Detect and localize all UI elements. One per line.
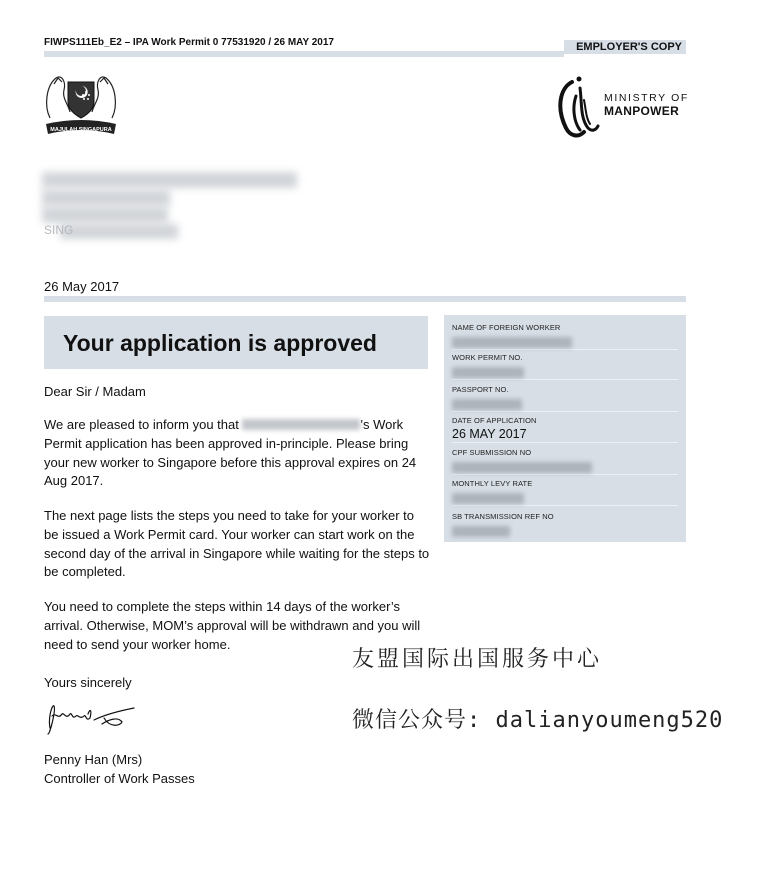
letter-date: 26 May 2017	[44, 279, 120, 294]
redacted-worker-name	[242, 419, 360, 430]
mom-text-line1: MINISTRY OF	[604, 92, 689, 104]
redacted-address-line2	[42, 190, 170, 206]
redacted-address-line4	[60, 224, 178, 239]
field-label: WORK PERMIT NO.	[452, 353, 523, 362]
mom-text-line2: MANPOWER	[604, 104, 680, 118]
field-worker-name	[452, 323, 678, 350]
field-work-permit-no	[452, 353, 678, 380]
field-value: 26 MAY 2017	[452, 427, 527, 441]
field-label: PASSPORT NO.	[452, 385, 509, 394]
field-value-redacted	[452, 523, 678, 538]
signature-image	[44, 698, 144, 738]
field-passport-no	[452, 385, 678, 412]
header-rule	[44, 51, 564, 57]
field-sb-transmission-ref	[452, 512, 678, 538]
paragraph-1	[44, 416, 430, 491]
approval-banner	[44, 316, 428, 369]
singapore-crest-logo	[42, 68, 120, 138]
field-label: NAME OF FOREIGN WORKER	[452, 323, 561, 332]
field-value-redacted	[452, 396, 678, 411]
employer-copy-label: EMPLOYER'S COPY	[564, 40, 686, 54]
field-label: MONTHLY LEVY RATE	[452, 479, 533, 488]
paragraph-1-name-suffix: 's Work	[360, 417, 404, 432]
document-reference: FIWPS111Eb_E2 – IPA Work Permit 0 77531920 / 26 MAY 2017	[44, 37, 334, 48]
salutation: Dear Sir / Madam	[44, 384, 146, 399]
field-value-redacted	[452, 459, 678, 474]
field-label: CPF SUBMISSION NO	[452, 448, 532, 457]
approval-title: Your application is approved	[63, 330, 377, 356]
watermark-line1: 友盟国际出国服务中心	[352, 647, 603, 672]
address-partial-text: SING	[44, 223, 74, 237]
redacted-address-line3	[42, 207, 168, 223]
field-value-redacted	[452, 334, 678, 349]
signatory-name: Penny Han (Mrs)	[44, 752, 143, 767]
paragraph-1-rest: Permit application has been approved in-principle. Please bring your new worker to Singapore before this approval expires on 24 Aug 2017.	[44, 435, 417, 489]
field-monthly-levy-rate	[452, 479, 678, 506]
paragraph-3: You need to complete the steps within 14 days of the worker’s arrival. Otherwise, MOM’s approval will be withdrawn and you will need to send your worker home.	[44, 599, 421, 652]
application-details-box	[444, 315, 686, 542]
field-cpf-submission-no	[452, 448, 678, 475]
section-rule	[44, 296, 686, 302]
signatory-title: Controller of Work Passes	[44, 771, 195, 786]
field-value-redacted	[452, 490, 678, 505]
closing: Yours sincerely	[44, 675, 132, 690]
field-date-of-application	[452, 416, 678, 443]
field-label: DATE OF APPLICATION	[452, 416, 537, 425]
field-label: SB TRANSMISSION REF NO	[452, 512, 554, 521]
paragraph-2: The next page lists the steps you need to take for your worker to be issued a Work Permit card. Your worker can start work on the second day of the arrival in Singapore while waiting for the steps to be completed.	[44, 508, 430, 580]
field-value-redacted	[452, 364, 678, 379]
redacted-address-line1	[42, 172, 297, 188]
crest-motto: MAJULAH SINGAPURA	[50, 127, 112, 133]
watermark-line2: 微信公众号: dalianyoumeng520	[352, 708, 724, 733]
paragraph-1-start: We are pleased to inform you that	[44, 417, 243, 432]
